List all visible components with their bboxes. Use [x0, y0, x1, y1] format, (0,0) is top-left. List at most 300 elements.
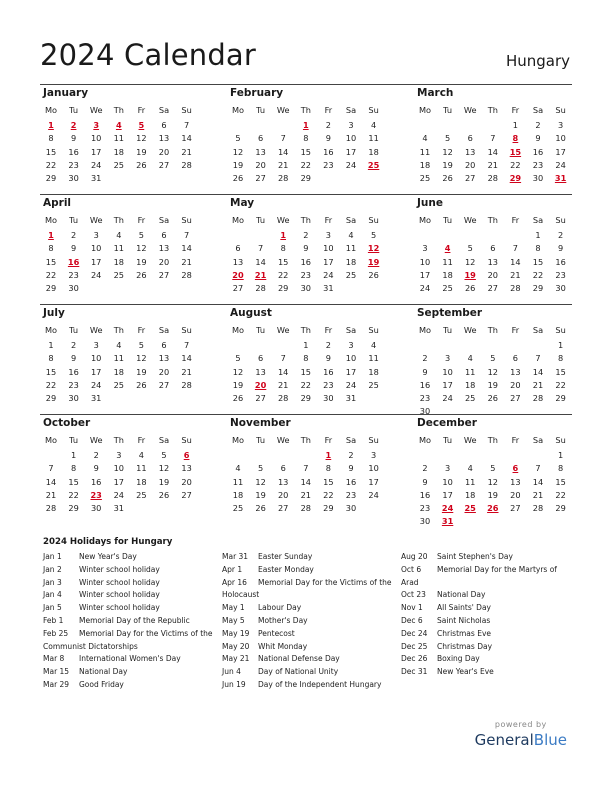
holiday-item	[43, 628, 213, 641]
weekday-header: Fr	[511, 325, 520, 335]
day-cell: 1	[557, 450, 564, 461]
day-cell: 30	[323, 393, 334, 403]
day-cell: 22	[300, 159, 311, 170]
day-cell: 15	[555, 476, 566, 487]
weekday-header: Th	[487, 105, 498, 115]
holiday-item	[43, 641, 213, 654]
weekday-header: Sa	[345, 325, 357, 335]
holiday-day-cell: 19	[464, 269, 476, 280]
weekday-header: Fr	[324, 105, 333, 115]
holiday-day-cell: 12	[367, 243, 380, 254]
day-cell: 8	[280, 243, 286, 254]
day-cell: 5	[138, 230, 144, 241]
day-cell: 14	[487, 146, 498, 157]
day-cell: 18	[464, 379, 476, 390]
day-cell: 2	[325, 340, 331, 351]
day-cell: 25	[464, 393, 476, 403]
holiday-day-cell: 21	[254, 269, 267, 280]
day-cell: 19	[442, 159, 453, 170]
day-cell: 30	[68, 173, 79, 183]
weekday-header: Tu	[256, 435, 266, 445]
day-cell: 15	[45, 366, 57, 377]
day-cell: 21	[277, 159, 289, 170]
day-cell: 2	[70, 340, 77, 351]
day-cell: 30	[419, 516, 431, 527]
day-cell: 3	[370, 450, 377, 461]
weekday-header: Tu	[69, 215, 79, 225]
day-cell: 28	[510, 283, 521, 293]
day-cell: 9	[325, 133, 331, 144]
day-cell: 7	[303, 463, 309, 474]
weekday-header: Sa	[532, 325, 544, 335]
day-cell: 22	[323, 489, 334, 500]
weekday-header: Th	[300, 215, 311, 225]
weekday-header: We	[463, 325, 477, 335]
month-name: March	[417, 87, 454, 99]
holiday-name: Arad	[401, 577, 419, 587]
holiday-day-cell: 20	[232, 269, 244, 280]
holiday-date: Jan 3	[43, 577, 62, 587]
day-cell: 8	[325, 463, 331, 474]
day-cell: 25	[113, 269, 124, 280]
holiday-item	[222, 615, 392, 628]
holiday-day-cell: 15	[509, 146, 522, 157]
day-cell: 24	[555, 159, 566, 170]
page-title: 2024 Calendar	[40, 38, 257, 72]
day-cell: 30	[555, 283, 566, 293]
day-cell: 22	[555, 489, 566, 500]
holiday-name: Easter Sunday	[258, 552, 313, 561]
day-cell: 21	[510, 269, 521, 280]
day-cell: 22	[68, 489, 79, 500]
day-cell: 2	[557, 230, 564, 241]
day-cell: 9	[422, 366, 428, 377]
day-cell: 16	[300, 256, 311, 267]
day-cell: 29	[68, 503, 79, 513]
day-cell: 8	[557, 353, 564, 364]
day-cell: 26	[232, 173, 244, 183]
day-cell: 23	[68, 269, 79, 280]
day-cell: 17	[345, 366, 357, 377]
holiday-date: May 21	[222, 654, 250, 664]
day-cell: 25	[113, 159, 124, 170]
holiday-day-cell: 6	[512, 463, 519, 474]
day-cell: 19	[136, 256, 147, 267]
weekday-header: Sa	[345, 215, 357, 225]
month-name: November	[230, 417, 291, 429]
day-cell: 23	[532, 159, 544, 170]
day-cell: 28	[277, 173, 289, 183]
day-cell: 17	[345, 146, 357, 157]
holiday-date: Dec 26	[401, 654, 428, 664]
holiday-date: Dec 6	[401, 615, 423, 625]
day-cell: 7	[280, 353, 286, 364]
weekday-header: Sa	[158, 325, 170, 335]
day-cell: 21	[181, 366, 192, 377]
day-cell: 14	[181, 353, 192, 364]
weekday-header: Mo	[418, 325, 432, 335]
day-cell: 2	[93, 450, 99, 461]
day-cell: 12	[232, 146, 244, 157]
day-cell: 27	[464, 173, 476, 183]
day-cell: 19	[232, 379, 244, 390]
day-cell: 2	[535, 120, 541, 131]
weekday-header: We	[89, 435, 103, 445]
day-cell: 11	[368, 133, 379, 144]
day-cell: 5	[235, 353, 241, 364]
holiday-name: National Day	[79, 667, 128, 677]
day-cell: 10	[442, 366, 453, 377]
weekday-header: Su	[181, 435, 192, 445]
day-cell: 27	[255, 173, 266, 183]
holiday-name: Mother's Day	[258, 615, 308, 625]
day-cell: 19	[255, 489, 266, 500]
day-cell: 31	[345, 393, 357, 403]
day-cell: 7	[48, 463, 54, 474]
month-name: October	[43, 417, 91, 429]
weekday-header: Tu	[256, 215, 266, 225]
day-cell: 24	[419, 283, 431, 293]
weekday-header: Mo	[418, 435, 432, 445]
day-cell: 10	[90, 133, 102, 144]
day-cell: 29	[45, 283, 57, 293]
day-cell: 12	[136, 133, 147, 144]
day-cell: 9	[303, 243, 309, 254]
day-cell: 26	[368, 269, 379, 280]
holiday-item	[401, 666, 557, 679]
day-cell: 4	[138, 450, 144, 461]
day-cell: 14	[255, 256, 266, 267]
day-cell: 4	[116, 230, 122, 241]
holiday-item	[43, 577, 213, 590]
holiday-item	[222, 653, 392, 666]
day-cell: 2	[303, 230, 309, 241]
day-cell: 16	[419, 379, 431, 390]
weekday-header: Th	[487, 435, 498, 445]
day-cell: 26	[255, 503, 266, 513]
month-row-divider	[40, 84, 572, 85]
day-cell: 21	[487, 159, 498, 170]
holiday-day-cell: 1	[302, 120, 309, 131]
day-cell: 3	[444, 463, 451, 474]
holiday-item	[401, 602, 557, 615]
day-cell: 8	[303, 353, 309, 364]
day-cell: 30	[68, 393, 79, 403]
holiday-day-cell: 1	[280, 230, 287, 241]
day-cell: 10	[345, 353, 357, 364]
holiday-column	[401, 551, 557, 679]
day-cell: 25	[345, 269, 357, 280]
day-cell: 20	[277, 489, 289, 500]
day-cell: 9	[325, 353, 331, 364]
weekday-header: Fr	[137, 325, 146, 335]
day-cell: 8	[303, 133, 309, 144]
holiday-date: Jan 5	[43, 603, 62, 613]
weekday-header: Fr	[137, 435, 146, 445]
day-cell: 16	[90, 476, 102, 487]
month-row-divider	[40, 304, 572, 305]
month-name: July	[43, 307, 65, 319]
day-cell: 11	[419, 146, 431, 157]
day-cell: 2	[325, 120, 331, 131]
day-cell: 30	[300, 283, 311, 293]
month-name: February	[230, 87, 284, 99]
day-cell: 11	[232, 476, 244, 487]
day-cell: 12	[487, 366, 498, 377]
day-cell: 30	[68, 283, 79, 293]
holiday-item	[401, 564, 557, 577]
day-cell: 6	[467, 133, 473, 144]
holiday-date: Apr 16	[222, 577, 247, 587]
day-cell: 16	[345, 476, 357, 487]
holiday-date: May 20	[222, 641, 250, 651]
month-name: April	[43, 197, 72, 209]
day-cell: 26	[136, 379, 147, 390]
weekday-header: Th	[113, 105, 124, 115]
day-cell: 22	[277, 269, 289, 280]
day-cell: 10	[419, 256, 431, 267]
day-cell: 30	[532, 173, 544, 183]
holiday-item	[43, 666, 213, 679]
day-cell: 17	[555, 146, 566, 157]
day-cell: 14	[181, 243, 192, 254]
day-cell: 20	[255, 159, 266, 170]
holiday-day-cell: 29	[509, 173, 522, 183]
day-cell: 1	[535, 230, 541, 241]
day-cell: 26	[136, 159, 147, 170]
day-cell: 18	[464, 489, 476, 500]
weekday-header: Su	[555, 215, 566, 225]
day-cell: 19	[136, 146, 147, 157]
day-cell: 11	[442, 256, 453, 267]
weekday-header: Th	[113, 325, 124, 335]
holiday-day-cell: 31	[441, 516, 454, 527]
day-cell: 20	[510, 379, 521, 390]
day-cell: 7	[183, 120, 190, 131]
day-cell: 26	[232, 393, 244, 403]
day-cell: 14	[277, 146, 289, 157]
day-cell: 28	[181, 379, 192, 390]
weekday-header: Mo	[418, 215, 432, 225]
holiday-day-cell: 6	[183, 450, 190, 461]
day-cell: 6	[161, 340, 167, 351]
weekday-header: Tu	[443, 435, 453, 445]
holiday-item	[401, 589, 557, 602]
weekday-header: Sa	[532, 105, 544, 115]
holiday-day-cell: 8	[512, 133, 519, 144]
day-cell: 12	[487, 476, 498, 487]
day-cell: 3	[422, 243, 428, 254]
holiday-date: Mar 31	[222, 552, 249, 561]
holiday-name: Day of the Independent Hungary	[258, 679, 382, 689]
holiday-date: Jan 1	[43, 552, 62, 561]
holiday-item	[43, 615, 213, 628]
day-cell: 18	[113, 256, 124, 267]
holiday-item	[401, 577, 557, 590]
day-cell: 31	[113, 503, 124, 513]
day-cell: 28	[45, 503, 57, 513]
holiday-day-cell: 25	[464, 503, 476, 513]
day-cell: 20	[510, 489, 521, 500]
holiday-item	[401, 641, 557, 654]
powered-by-text: powered by	[494, 720, 547, 729]
holiday-date: Feb 25	[43, 628, 69, 638]
weekday-header: Mo	[44, 325, 58, 335]
day-cell: 4	[348, 230, 354, 241]
day-cell: 23	[419, 503, 431, 513]
holiday-day-cell: 31	[554, 173, 567, 183]
day-cell: 23	[419, 393, 431, 403]
day-cell: 15	[300, 146, 311, 157]
day-cell: 29	[300, 173, 311, 183]
weekday-header: Mo	[44, 105, 58, 115]
holiday-name: Saint Nicholas	[437, 615, 491, 625]
weekday-header: We	[463, 435, 477, 445]
day-cell: 18	[113, 366, 124, 377]
holiday-date: Jan 4	[43, 590, 62, 600]
holiday-day-cell: 24	[441, 503, 454, 513]
day-cell: 10	[442, 476, 453, 487]
day-cell: 7	[183, 230, 190, 241]
month-name: June	[417, 197, 443, 209]
day-cell: 29	[323, 503, 334, 513]
day-cell: 9	[70, 353, 77, 364]
weekday-header: Sa	[158, 435, 170, 445]
weekday-header: Th	[487, 325, 498, 335]
day-cell: 13	[158, 133, 170, 144]
weekday-header: We	[276, 325, 290, 335]
holiday-name: International Women's Day	[79, 654, 181, 664]
day-cell: 6	[257, 133, 264, 144]
day-cell: 19	[232, 159, 244, 170]
month-name: September	[417, 307, 483, 319]
day-cell: 15	[45, 256, 57, 267]
day-cell: 13	[510, 366, 521, 377]
day-cell: 24	[113, 489, 124, 500]
holiday-day-cell: 1	[325, 450, 332, 461]
holiday-date: May 1	[222, 603, 245, 613]
holiday-item	[222, 679, 392, 692]
holiday-item	[222, 551, 392, 564]
day-cell: 6	[161, 120, 167, 131]
day-cell: 10	[90, 353, 102, 364]
holiday-name: Winter school holiday	[79, 603, 160, 613]
holiday-date: Oct 6	[401, 564, 422, 574]
weekday-header: Fr	[511, 215, 520, 225]
day-cell: 28	[532, 393, 544, 403]
day-cell: 16	[532, 146, 544, 157]
generalblue-logo	[475, 731, 567, 749]
day-cell: 25	[232, 503, 244, 513]
holiday-date: Oct 23	[401, 590, 426, 600]
day-cell: 15	[68, 476, 79, 487]
holiday-name: Memorial Day of the Republic	[79, 615, 190, 625]
logo-text-general: General	[474, 731, 534, 749]
day-cell: 4	[370, 120, 377, 131]
holiday-date: May 5	[222, 615, 245, 625]
day-cell: 23	[300, 269, 311, 280]
weekday-header: Su	[368, 215, 379, 225]
weekday-header: Mo	[418, 105, 432, 115]
weekday-header: Sa	[532, 215, 544, 225]
day-cell: 11	[345, 243, 357, 254]
day-cell: 11	[368, 353, 379, 364]
holiday-name: Boxing Day	[437, 654, 480, 664]
weekday-header: Th	[300, 435, 311, 445]
holiday-item	[222, 666, 392, 679]
holiday-item	[401, 615, 557, 628]
day-cell: 26	[442, 173, 453, 183]
day-cell: 15	[45, 146, 57, 157]
day-cell: 4	[235, 463, 241, 474]
holiday-name: Communist Dictatorships	[43, 641, 138, 651]
day-cell: 24	[90, 269, 102, 280]
day-cell: 15	[532, 256, 544, 267]
day-cell: 13	[181, 463, 192, 474]
weekday-header: Fr	[324, 215, 333, 225]
weekday-header: We	[463, 215, 477, 225]
weekday-header: Su	[368, 325, 379, 335]
holiday-name: Winter school holiday	[79, 590, 160, 600]
day-cell: 14	[181, 133, 192, 144]
day-cell: 20	[158, 366, 170, 377]
day-cell: 28	[277, 393, 289, 403]
weekday-header: We	[89, 215, 103, 225]
day-cell: 8	[557, 463, 564, 474]
day-cell: 28	[532, 503, 544, 513]
day-cell: 6	[235, 243, 241, 254]
day-cell: 27	[158, 379, 170, 390]
holiday-item	[43, 589, 213, 602]
holiday-name: Memorial Day for the Martyrs of	[437, 564, 557, 574]
day-cell: 13	[255, 366, 266, 377]
day-cell: 11	[113, 243, 124, 254]
holiday-item	[222, 589, 392, 602]
holiday-day-cell: 1	[48, 120, 54, 131]
day-cell: 27	[232, 283, 244, 293]
day-cell: 24	[90, 379, 102, 390]
weekday-header: We	[276, 435, 290, 445]
holiday-day-cell: 16	[67, 256, 80, 267]
day-cell: 6	[490, 243, 496, 254]
holiday-item	[222, 641, 392, 654]
day-cell: 7	[257, 243, 264, 254]
holiday-item	[401, 653, 557, 666]
day-cell: 13	[255, 146, 266, 157]
day-cell: 8	[70, 463, 77, 474]
day-cell: 29	[555, 503, 566, 513]
day-cell: 3	[348, 340, 354, 351]
day-cell: 4	[467, 463, 473, 474]
day-cell: 10	[113, 463, 124, 474]
holiday-date: Aug 20	[401, 552, 428, 561]
holiday-item	[222, 577, 392, 590]
day-cell: 21	[181, 256, 192, 267]
day-cell: 14	[300, 476, 311, 487]
day-cell: 29	[45, 173, 57, 183]
day-cell: 20	[181, 476, 192, 487]
day-cell: 28	[181, 159, 192, 170]
day-cell: 30	[419, 406, 431, 417]
day-cell: 30	[345, 503, 357, 513]
day-cell: 18	[113, 146, 124, 157]
day-cell: 12	[232, 366, 244, 377]
weekday-header: Tu	[443, 325, 453, 335]
day-cell: 9	[70, 243, 77, 254]
day-cell: 13	[158, 243, 170, 254]
weekday-header: Fr	[137, 215, 146, 225]
day-cell: 14	[510, 256, 521, 267]
